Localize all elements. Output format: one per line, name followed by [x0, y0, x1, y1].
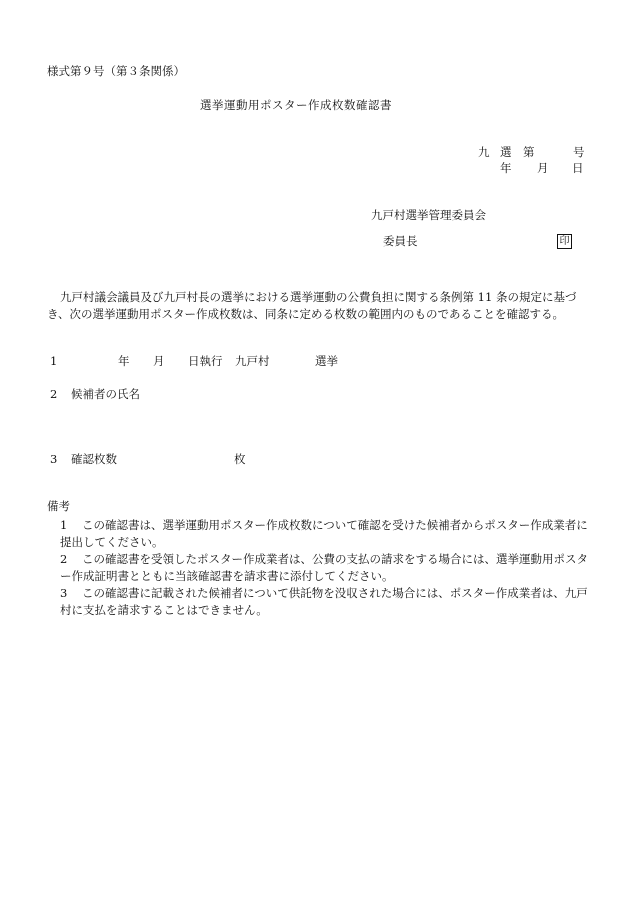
item1-election: 選挙	[315, 354, 338, 368]
document-title: 選挙運動用ポスター作成枚数確認書	[200, 98, 392, 112]
remark-1-text: この確認書は、選挙運動用ポスター作成枚数について確認を受けた候補者からポスター作成業者に提出してください。	[60, 518, 588, 549]
ref-sen: 選	[500, 145, 512, 159]
item1-village: 九戸村	[235, 354, 270, 368]
item3-unit: 枚	[234, 452, 246, 466]
item1-year: 年	[118, 354, 130, 368]
item3-number: 3	[50, 452, 58, 466]
body-paragraph: 九戸村議会議員及び九戸村長の選挙における選挙運動の公費負担に関する条例第 11 条の規定に基づき、次の選挙運動用ポスター作成枚数は、同条に定める枚数の範囲内のものであることを確認する。	[47, 290, 577, 321]
date-month: 月	[537, 161, 549, 175]
remarks-heading: 備考	[47, 499, 70, 513]
date-day: 日	[572, 161, 584, 175]
remark-3-number: 3	[60, 586, 68, 600]
remark-2-number: 2	[60, 552, 68, 566]
ref-dai: 第	[523, 145, 535, 159]
issuer-chair: 委員長	[383, 234, 418, 248]
remark-3-text: この確認書に記載された候補者について供託物を没収された場合には、ポスター作成業者は、九戸村に支払を請求することはできません。	[60, 586, 588, 617]
remark-2-text: この確認書を受領したポスター作成業者は、公費の支払の請求をする場合には、選挙運動用ポスター作成証明書とともに当該確認書を請求書に添付してください。	[60, 552, 588, 583]
date-year: 年	[500, 161, 512, 175]
item1-number: 1	[50, 354, 58, 368]
ref-go: 号	[573, 145, 585, 159]
item1-day-exec: 日執行	[188, 354, 223, 368]
ref-ku: 九	[478, 145, 490, 159]
remark-2	[60, 551, 588, 585]
issuer-committee: 九戸村選挙管理委員会	[371, 208, 486, 222]
item2-label: 候補者の氏名	[71, 387, 140, 401]
seal-stamp: 印	[557, 234, 572, 249]
remark-3	[60, 585, 588, 619]
item1-month: 月	[153, 354, 165, 368]
item3-label: 確認枚数	[71, 452, 117, 466]
remark-1-number: 1	[60, 518, 68, 532]
item2-number: 2	[50, 387, 58, 401]
form-number: 様式第９号（第３条関係）	[47, 64, 185, 78]
seal-mark	[557, 234, 572, 249]
remark-1	[60, 517, 588, 551]
